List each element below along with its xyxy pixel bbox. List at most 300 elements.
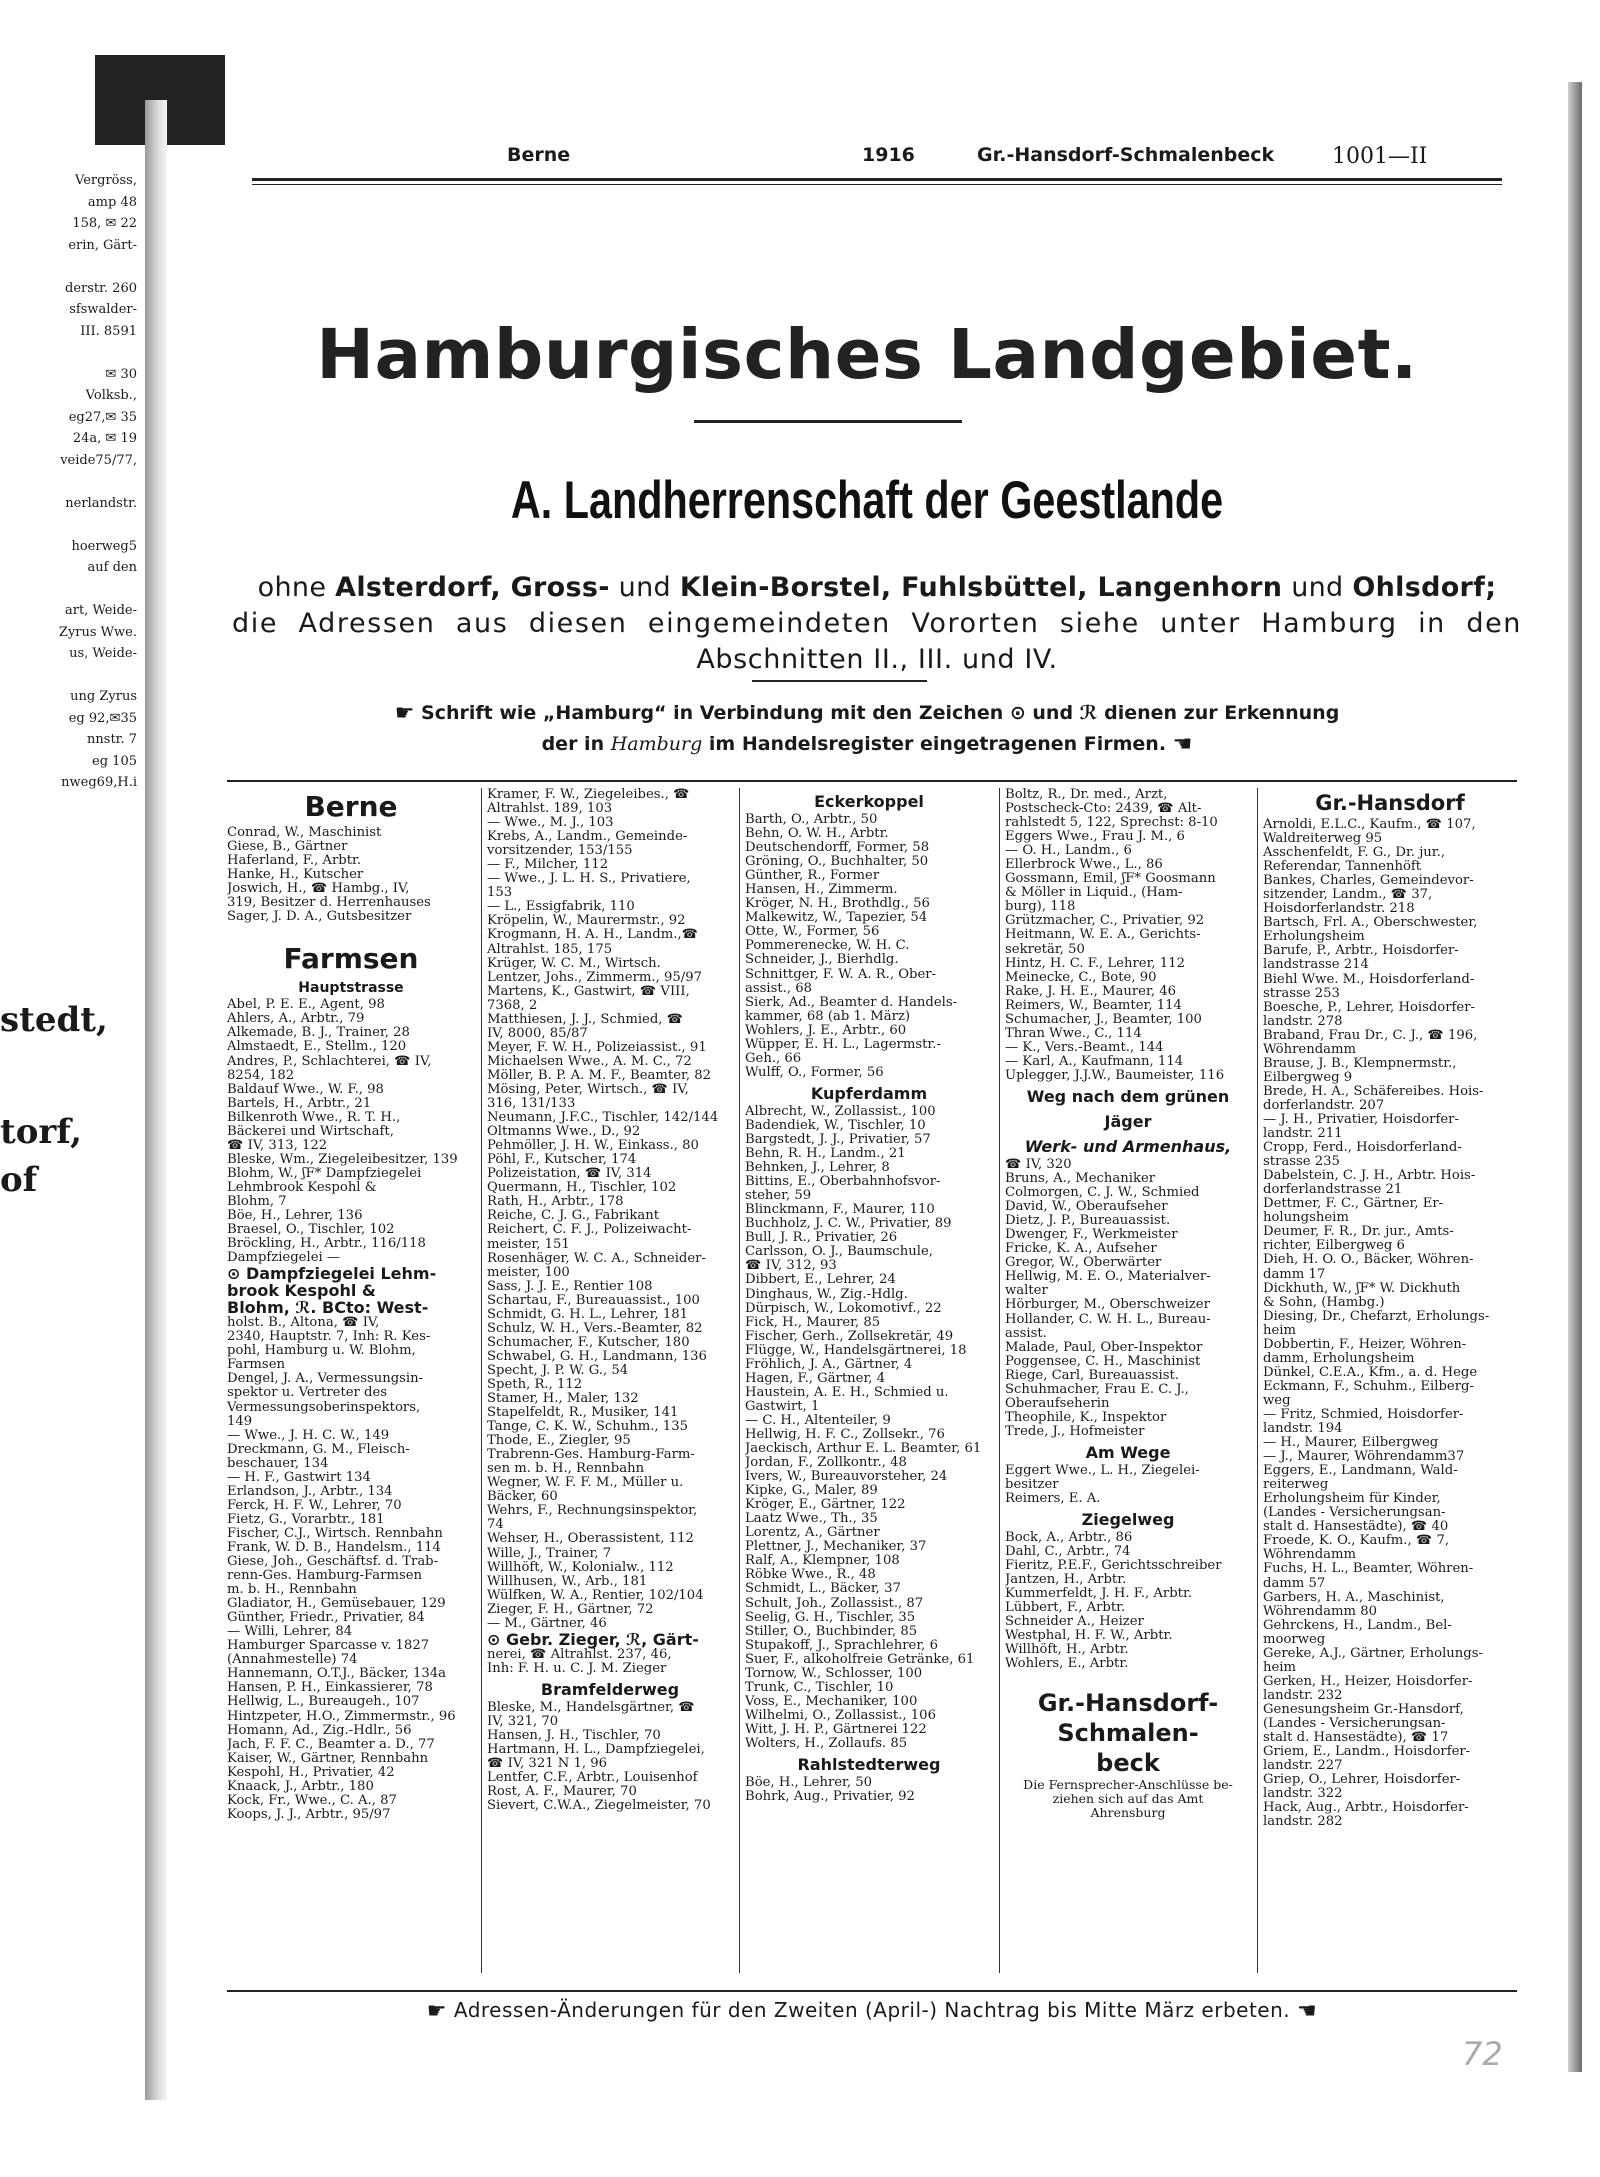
directory-entry: nerei, ☎ Altrahlst. 237, 46,: [487, 1647, 672, 1662]
directory-entry: Andres, P., Schlachterei, ☎ IV,: [227, 1054, 432, 1069]
directory-entry: Flügge, W., Handelsgärtnerei, 18: [745, 1343, 967, 1358]
directory-entry: Rake, J. H. E., Maurer, 46: [1005, 984, 1176, 999]
directory-entry: Asschenfeldt, F. G., Dr. jur.,: [1263, 846, 1446, 861]
left-fragment-line: art, Weide-: [64, 603, 137, 618]
directory-entry: Sass, J. J. E., Rentier 108: [487, 1279, 653, 1294]
directory-entry: (Landes - Versicherungsan-: [1263, 1717, 1446, 1731]
directory-entry: 149: [227, 1414, 253, 1429]
directory-entry: — Wwe., J. H. C. W., 149: [227, 1428, 390, 1443]
directory-entry: Trede, J., Hofmeister: [1005, 1424, 1145, 1439]
directory-entry: Ellerbrock Wwe., L., 86: [1005, 858, 1163, 873]
directory-entry: Fuchs, H. L., Beamter, Wöhren-: [1263, 1562, 1474, 1577]
directory-entry: Eilbergweg 9: [1263, 1070, 1353, 1085]
directory-entry: Wolters, H., Zollaufs. 85: [745, 1737, 908, 1751]
directory-entry: Fischer, Gerh., Zollsekretär, 49: [745, 1329, 954, 1344]
directory-entry: Pommerenecke, W. H. C.: [745, 939, 910, 954]
directory-entry: Trunk, C., Tischler, 10: [745, 1680, 894, 1695]
directory-entry: Reichert, C. F. J., Polizeiwacht-: [487, 1223, 692, 1238]
column-heading: Rahlstedterweg: [797, 1755, 941, 1775]
directory-entry: Boesche, P., Lehrer, Hoisdorfer-: [1263, 1000, 1476, 1015]
directory-entry: burg), 118: [1005, 900, 1076, 915]
directory-entry: Rost, A. F., Maurer, 70: [487, 1785, 637, 1800]
directory-entry: Oberaufseherin: [1005, 1396, 1110, 1411]
directory-entry: 319, Besitzer d. Herrenhauses: [227, 896, 431, 911]
directory-entry: Ahrensburg: [1090, 1805, 1166, 1820]
directory-entry: Wohlers, J. E., Arbtr., 60: [745, 1023, 907, 1038]
note-line-1: [232, 698, 1502, 729]
directory-entry: Otte, W., Former, 56: [745, 925, 880, 940]
intro-divider: [752, 680, 927, 682]
directory-entry: landstr. 194: [1263, 1422, 1343, 1437]
directory-entry: Fröhlich, J. A., Gärtner, 4: [745, 1357, 913, 1372]
spacer: [227, 924, 475, 940]
directory-entry: Ralf, A., Klempner, 108: [745, 1554, 900, 1569]
directory-entry: (Landes - Versicherungsan-: [1263, 1506, 1446, 1521]
directory-entry: richter, Eilbergweg 6: [1263, 1239, 1405, 1254]
pointing-hand-icon: ☛: [426, 1999, 448, 2024]
directory-entry: Hellwig, M. E. O., Materialver-: [1005, 1270, 1211, 1285]
directory-entry: Giese, Joh., Geschäftsf. d. Trab-: [227, 1555, 439, 1570]
column-heading: Jäger: [1104, 1111, 1152, 1131]
directory-entry: Wilhelmi, O., Zollassist., 106: [745, 1708, 936, 1723]
directory-entry: — C. H., Altenteiler, 9: [745, 1413, 891, 1428]
directory-entry: Fischer, C.J., Wirtsch. Rennbahn: [227, 1526, 443, 1541]
directory-entry: Röbke Wwe., R., 48: [745, 1568, 876, 1583]
column-heading: Kupferdamm: [810, 1083, 928, 1103]
directory-entry: Fick, H., Maurer, 85: [745, 1315, 881, 1330]
directory-entry: Froede, K. O., Kaufm., ☎ 7,: [1263, 1534, 1450, 1549]
note-line-2: [232, 729, 1502, 760]
directory-entry: Fietz, G., Vorarbtr., 181: [227, 1512, 385, 1527]
directory-entry: Giese, B., Gärtner: [227, 840, 348, 855]
directory-entry: pohl, Hamburg u. W. Blohm,: [227, 1344, 416, 1359]
column-divider: [1257, 788, 1258, 1973]
directory-entry: (Annahmestelle) 74: [227, 1653, 358, 1668]
directory-entry: — J., Maurer, Wöhrendamm37: [1263, 1450, 1465, 1465]
directory-entry: Boltz, R., Dr. med., Arzt,: [1005, 788, 1168, 802]
directory-entry: Böe, H., Lehrer, 136: [227, 1209, 363, 1224]
directory-entry: Eggert Wwe., L. H., Ziegelei-: [1005, 1463, 1200, 1478]
directory-entry: Kespohl, H., Privatier, 42: [227, 1765, 395, 1780]
note-text-1: Schrift wie „Hamburg“ in Verbindung mit den Zeichen ⊙ und ℛ dienen zur Erkennung: [421, 702, 1340, 724]
directory-entry: Colmorgen, C. J. W., Schmied: [1005, 1186, 1200, 1201]
directory-entry: Geh., 66: [745, 1051, 802, 1066]
directory-entry: besitzer: [1005, 1477, 1059, 1492]
directory-entry: Griep, O., Lehrer, Hoisdorfer-: [1263, 1773, 1461, 1788]
directory-entry: Möller, B. P. A. M. F., Beamter, 82: [487, 1068, 712, 1083]
directory-entry: Hagen, F., Gärtner, 4: [745, 1371, 886, 1386]
directory-entry: Kipke, G., Maler, 89: [745, 1484, 878, 1499]
directory-entry: Erholungsheim: [1263, 930, 1365, 945]
directory-entry: Fricke, K. A., Aufseher: [1005, 1242, 1157, 1257]
pointing-hand-left-icon: ☚: [1296, 1999, 1318, 2024]
directory-entry: Uplegger, J.J.W., Baumeister, 116: [1005, 1068, 1225, 1083]
directory-entry: Sievert, C.W.A., Ziegelmeister, 70: [487, 1799, 711, 1814]
intro-bold: Klein-Borstel, Fuhlsbüttel, Langenhorn: [679, 572, 1283, 603]
directory-entry: stalt d. Hansestädte), ☎ 40: [1263, 1520, 1449, 1535]
directory-entry: Wohlers, E., Arbtr.: [1005, 1657, 1129, 1672]
directory-entry: m. b. H., Rennbahn: [227, 1583, 357, 1598]
directory-page: [172, 80, 1567, 2080]
column-heading: Am Wege: [1085, 1442, 1171, 1462]
directory-entry: Postscheck-Cto: 2439, ☎ Alt-: [1005, 802, 1202, 817]
directory-entry: Schmidt, G. H. L., Lehrer, 181: [487, 1307, 688, 1322]
directory-entry: Wehser, H., Oberassistent, 112: [487, 1532, 694, 1547]
directory-entry: Dahl, C., Arbtr., 74: [1005, 1545, 1131, 1560]
directory-entry: Conrad, W., Maschinist: [227, 826, 382, 840]
directory-entry: Sierk, Ad., Beamter d. Handels-: [745, 995, 958, 1010]
directory-entry: Meinecke, C., Bote, 90: [1005, 970, 1157, 985]
directory-entry: Altrahlst. 189, 103: [487, 802, 613, 817]
left-fragment-line: III. 8591: [80, 323, 137, 339]
directory-entry: Jach, F. F. C., Beamter a. D., 77: [227, 1737, 435, 1752]
directory-entry: Lentzer, Johs., Zimmerm., 95/97: [487, 970, 702, 985]
directory-entry: Hellwig, H. F. C., Zollsekr., 76: [745, 1427, 945, 1442]
left-fragment-line: erin, Gärt-: [68, 237, 137, 253]
directory-entry: Gereke, A.J., Gärtner, Erholungs-: [1263, 1646, 1483, 1661]
header-year: 1916: [862, 144, 915, 166]
directory-entry: strasse 253: [1263, 986, 1340, 1001]
directory-entry: Günther, Friedr., Privatier, 84: [227, 1611, 425, 1626]
directory-entry: Waldreiterweg 95: [1263, 832, 1383, 847]
directory-entry: Sager, J. D. A., Gutsbesitzer: [227, 910, 412, 925]
directory-entry: Schumacher, F., Kutscher, 180: [487, 1335, 690, 1350]
column-heading: Hauptstrasse: [298, 980, 404, 997]
directory-entry: Barth, O., Arbtr., 50: [745, 813, 878, 827]
directory-entry: Hack, Aug., Arbtr., Hoisdorfer-: [1263, 1801, 1469, 1816]
directory-entry: Wegner, W. F. F. M., Müller u.: [487, 1476, 684, 1491]
title-divider: [694, 420, 962, 423]
directory-entry: Schumacher, J., Beamter, 100: [1005, 1012, 1202, 1027]
directory-entry: Schneider, J., Bierhdlg.: [745, 953, 899, 968]
directory-entry: Lentfer, C.F., Arbtr., Louisenhof: [487, 1771, 698, 1786]
directory-entry: Hanke, H., Kutscher: [227, 868, 364, 883]
directory-entry: Bleske, Wm., Ziegeleibesitzer, 139: [227, 1152, 458, 1167]
directory-entry: Gehrckens, H., Landm., Bel-: [1263, 1618, 1452, 1633]
directory-entry: Bittins, E., Oberbahnhofsvor-: [745, 1175, 941, 1190]
directory-entry: Erholungsheim für Kinder,: [1263, 1492, 1441, 1507]
column-heading: Gr.-Hansdorf-: [1037, 1688, 1219, 1717]
directory-entry: Schuhmacher, Frau E. C. J.,: [1005, 1382, 1189, 1397]
left-fragment-line: nnstr. 7: [87, 732, 137, 747]
directory-entry: damm 57: [1263, 1576, 1326, 1591]
directory-entry: Eggers Wwe., Frau J. M., 6: [1005, 830, 1185, 845]
directory-entry: Behnken, J., Lehrer, 8: [745, 1161, 890, 1176]
intro-line-2: die Adressen aus diesen eingemeindeten Vororten siehe unter Hamburg in den: [232, 608, 1522, 639]
left-fragment-line: [0, 665, 137, 687]
directory-entry: meister, 100: [487, 1265, 570, 1280]
directory-entry: ziehen sich auf das Amt: [1052, 1791, 1204, 1806]
directory-entry: Heitmann, W. E. A., Gerichts-: [1005, 928, 1201, 943]
directory-entry: Brause, J. B., Klempnermstr.,: [1263, 1056, 1457, 1071]
directory-entry: Krüger, W. C. M., Wirtsch.: [487, 956, 661, 971]
directory-entry: ☎ IV, 313, 122: [227, 1138, 328, 1153]
directory-entry: — O. H., Landm., 6: [1005, 844, 1132, 859]
left-fragment-line: [0, 471, 137, 493]
column-heading: Bramfelderweg: [540, 1679, 680, 1699]
directory-entry: Bilkenroth Wwe., R. T. H.,: [227, 1110, 401, 1125]
directory-entry: Bohrk, Aug., Privatier, 92: [745, 1790, 915, 1805]
directory-entry: Bleske, M., Handelsgärtner, ☎: [487, 1700, 695, 1715]
directory-entry: Zieger, F. H., Gärtner, 72: [487, 1602, 654, 1617]
directory-entry: Garbers, H. A., Maschinist,: [1263, 1590, 1445, 1605]
column-3: [745, 788, 993, 1983]
directory-entry: moorweg: [1263, 1632, 1326, 1647]
directory-entry: Laatz Wwe., Th., 35: [745, 1512, 878, 1527]
directory-entry: Wehrs, F., Rechnungsinspektor,: [487, 1504, 698, 1519]
directory-entry: Hintzpeter, H.O., Zimmermstr., 96: [227, 1709, 456, 1724]
directory-entry: 8254, 182: [227, 1068, 295, 1083]
directory-entry: Thran Wwe., C., 114: [1005, 1026, 1142, 1041]
left-page-fragment: [0, 140, 145, 2100]
directory-entry: Westphal, H. F. W., Arbtr.: [1005, 1629, 1173, 1644]
intro-word: und: [618, 572, 671, 603]
directory-entry: Wöhrendamm: [1263, 1042, 1357, 1057]
running-header: [212, 136, 1502, 192]
directory-entry: landstr. 232: [1263, 1688, 1343, 1703]
directory-entry: Bartsch, Frl. A., Oberschwester,: [1263, 916, 1478, 931]
note-text-2c: im Handelsregister eingetragenen Firmen.: [708, 733, 1167, 755]
column-heading: Gr.-Hansdorf: [1315, 791, 1465, 815]
header-rule: [252, 178, 1502, 181]
left-fragment-line: hoerweg5: [71, 538, 137, 554]
directory-entry: Bruns, A., Mechaniker: [1005, 1172, 1156, 1187]
directory-entry: Polizeistation, ☎ IV, 314: [487, 1167, 652, 1182]
directory-entry: Wüpper, E. H. L., Lagermstr.-: [745, 1037, 941, 1052]
directory-entry: Behn, R. H., Landm., 21: [745, 1147, 906, 1162]
directory-entry: Dampfziegelei —: [227, 1251, 341, 1266]
directory-entry: Malade, Paul, Ober-Inspektor: [1005, 1340, 1203, 1355]
directory-entry: assist.: [1005, 1326, 1047, 1341]
left-fragment-line: ung Zyrus: [70, 689, 137, 704]
directory-entry: Buchholz, J. C. W., Privatier, 89: [745, 1217, 952, 1232]
pointing-hand-icon: ☛: [394, 701, 415, 726]
left-fragment-line: veide75/77,: [60, 452, 137, 468]
directory-entry: beschauer, 134: [227, 1456, 329, 1471]
intro-line-3: Abschnitten II., III. und IV.: [696, 644, 1058, 675]
directory-entry: kammer, 68 (ab 1. März): [745, 1009, 911, 1024]
directory-entry: Pöhl, F., Kutscher, 174: [487, 1153, 637, 1168]
directory-entry: — Wwe., J. L. H. S., Privatiere,: [487, 872, 691, 887]
directory-entry: Griem, E., Landm., Hoisdorfer-: [1263, 1745, 1471, 1760]
directory-entry: heim: [1263, 1660, 1297, 1675]
section-title: A. Landherrenschaft der Geestlande: [510, 471, 1224, 530]
column-2: [487, 788, 733, 1983]
directory-entry: Hoisdorferlandstr. 218: [1263, 902, 1415, 917]
directory-entry: Gröning, O., Buchhalter, 50: [745, 855, 929, 870]
directory-entry: Brede, H. A., Schäfereibes. Hois-: [1263, 1084, 1484, 1099]
directory-entry: IV, 8000, 85/87: [487, 1026, 588, 1041]
directory-entry: Dwenger, F., Werkmeister: [1005, 1228, 1178, 1243]
column-heading: Eckerkoppel: [814, 792, 924, 811]
column-heading: brook Kespohl &: [227, 1281, 376, 1301]
directory-entry: Almstaedt, E., Stellm., 120: [227, 1040, 407, 1055]
directory-entry: Stiller, O., Buchbinder, 85: [745, 1624, 918, 1639]
left-fragment-line: us, Weide-: [69, 646, 137, 661]
directory-entry: Bargstedt, J. J., Privatier, 57: [745, 1132, 931, 1147]
directory-entry: Arnoldi, E.L.C., Kaufm., ☎ 107,: [1263, 818, 1476, 832]
column-heading: ⊙ Dampfziegelei Lehm-: [227, 1264, 437, 1284]
directory-entry: landstrasse 214: [1263, 958, 1369, 973]
directory-entry: Albrecht, W., Zollassist., 100: [745, 1104, 936, 1119]
directory-entry: Blinckmann, F., Maurer, 110: [745, 1203, 935, 1218]
left-fragment-big-2: torf,: [0, 1112, 83, 1152]
directory-entry: Willhöft, H., Arbtr.: [1005, 1643, 1129, 1658]
header-place: Gr.-Hansdorf-Schmalenbeck: [977, 144, 1275, 166]
directory-entry: Suer, F., alkoholfreie Getränke, 61: [745, 1652, 975, 1667]
directory-entry: Deutschendorff, Former, 58: [745, 841, 930, 856]
directory-entry: — F., Milcher, 112: [487, 858, 609, 873]
directory-entry: Trabrenn-Ges. Hamburg-Farm-: [487, 1448, 695, 1463]
directory-entry: spektor u. Vertreter des: [227, 1386, 388, 1401]
directory-entry: Referendar, Tannenhöft: [1263, 860, 1422, 875]
directory-entry: Reiche, C. J. G., Fabrikant: [487, 1209, 660, 1224]
directory-entry: Grützmacher, C., Privatier, 92: [1005, 914, 1205, 929]
directory-entry: Bock, A., Arbtr., 86: [1005, 1531, 1133, 1546]
directory-entry: Abel, P. E. E., Agent, 98: [227, 998, 385, 1013]
directory-entry: Dinghaus, W., Zig.-Hdlg.: [745, 1287, 908, 1302]
directory-entry: ☎ IV, 321 N 1, 96: [487, 1757, 608, 1772]
column-divider: [999, 788, 1000, 1973]
directory-entry: 74: [487, 1518, 504, 1533]
directory-entry: — J. H., Privatier, Hoisdorfer-: [1263, 1112, 1459, 1127]
left-fragment-line: 158, ✉ 22: [72, 216, 137, 231]
directory-entry: walter: [1005, 1284, 1048, 1299]
directory-entry: Wille, J., Trainer, 7: [487, 1546, 612, 1561]
left-fragment-line: Volksb.,: [85, 388, 137, 403]
directory-entry: Seelig, G. H., Tischler, 35: [745, 1610, 916, 1625]
directory-entry: Gastwirt, 1: [745, 1399, 820, 1414]
directory-entry: Bröckling, H., Arbtr., 116/118: [227, 1237, 426, 1252]
directory-entry: Altrahlst. 185, 175: [487, 942, 613, 957]
column-heading: Berne: [304, 790, 398, 823]
directory-entry: Thode, E., Ziegler, 95: [487, 1434, 631, 1449]
directory-entry: & Möller in Liquid., (Ham-: [1005, 886, 1183, 901]
directory-entry: heim: [1263, 1323, 1297, 1338]
directory-entry: Wulff, O., Former, 56: [745, 1065, 884, 1080]
directory-entry: — Willi, Lehrer, 84: [227, 1625, 353, 1640]
directory-entry: Gladiator, H., Gemüsebauer, 129: [227, 1597, 446, 1612]
column-heading: Farmsen: [283, 942, 419, 976]
directory-entry: Willhusen, W., Arb., 181: [487, 1574, 648, 1589]
directory-entry: Schmidt, L., Bäcker, 37: [745, 1582, 901, 1597]
column-4: [1005, 788, 1251, 1983]
column-heading: Schmalen-: [1057, 1718, 1199, 1747]
directory-entry: Haustein, A. E. H., Schmied u.: [745, 1385, 949, 1400]
directory-entry: Malkewitz, W., Tapezier, 54: [745, 911, 928, 926]
directory-entry: IV, 321, 70: [487, 1714, 559, 1729]
left-fragment-line: eg 105: [92, 753, 137, 769]
directory-entry: — Wwe., M. J., 103: [487, 816, 614, 831]
directory-entry: Baldauf Wwe., W. F., 98: [227, 1082, 384, 1097]
directory-entry: — L., Essigfabrik, 110: [487, 900, 635, 915]
directory-entry: Dürpisch, W., Lokomotivf., 22: [745, 1301, 942, 1316]
footer-text: Adressen-Änderungen für den Zweiten (April-) Nachtrag bis Mitte März erbeten.: [453, 1998, 1291, 2022]
directory-entry: Badendiek, W., Tischler, 10: [745, 1118, 926, 1133]
column-heading: ⊙ Gebr. Zieger, ℛ, Gärt-: [487, 1629, 699, 1649]
directory-entry: Knaack, J., Arbtr., 180: [227, 1779, 374, 1794]
directory-entry: Böe, H., Lehrer, 50: [745, 1776, 873, 1791]
directory-entry: Willhöft, W., Kolonialw., 112: [487, 1560, 674, 1575]
column-heading: Ziegelweg: [1081, 1510, 1175, 1530]
intro-bold: Alsterdorf, Gross-: [335, 572, 610, 603]
column-5: [1263, 788, 1517, 1983]
directory-entry: 7368, 2: [487, 998, 538, 1013]
directory-entry: Matthiesen, J. J., Schmied, ☎: [487, 1012, 684, 1027]
directory-entry: vorsitzender, 153/155: [487, 844, 633, 859]
directory-entry: Gerken, H., Heizer, Hoisdorfer-: [1263, 1674, 1473, 1689]
directory-entry: Inh: F. H. u. C. J. M. Zieger: [487, 1661, 667, 1676]
directory-entry: damm, Erholungsheim: [1263, 1351, 1415, 1366]
directory-entry: Krebs, A., Landm., Gemeinde-: [487, 830, 688, 845]
header-page-number: 1001—II: [1332, 144, 1428, 169]
left-fragment-line: derstr. 260: [65, 280, 137, 296]
directory-entry: Kröger, E., Gärtner, 122: [745, 1498, 906, 1513]
directory-entry: Quermann, H., Tischler, 102: [487, 1181, 677, 1196]
directory-entry: Speth, R., 112: [487, 1377, 583, 1392]
directory-entry: steher, 59: [745, 1189, 812, 1204]
directory-entry: Ferck, H. F. W., Lehrer, 70: [227, 1498, 402, 1513]
directory-entry: ☎ IV, 320: [1005, 1157, 1072, 1172]
directory-entry: Fieritz, P.E.F., Gerichtsschreiber: [1005, 1559, 1222, 1574]
directory-entry: Joswich, H., ☎ Hambg., IV,: [227, 882, 410, 897]
directory-entry: Rosenhäger, W. C. A., Schneider-: [487, 1251, 706, 1266]
directory-entry: reiterweg: [1263, 1478, 1329, 1493]
directory-entry: Schnittger, F. W. A. R., Ober-: [745, 967, 937, 982]
left-fragment-line: [0, 514, 137, 536]
directory-entry: Reimers, W., Beamter, 114: [1005, 998, 1182, 1013]
pointing-hand-left-icon: ☚: [1172, 732, 1193, 757]
directory-entry: holst. B., Altona, ☎ IV,: [227, 1316, 380, 1331]
directory-entry: Wöhrendamm: [1263, 1548, 1357, 1563]
directory-entry: assist., 68: [745, 981, 813, 996]
left-fragment-line: sfswalder-: [69, 302, 137, 317]
directory-entry: Martens, K., Gastwirt, ☎ VIII,: [487, 984, 690, 999]
directory-entry: Stupakoff, J., Sprachlehrer, 6: [745, 1638, 938, 1653]
left-fragment-line: [0, 342, 137, 364]
left-fragment-line: amp 48: [87, 194, 137, 210]
directory-entry: Günther, R., Former: [745, 869, 880, 884]
directory-entry: 153: [487, 886, 513, 901]
column-heading: Weg nach dem grünen: [1026, 1086, 1230, 1106]
directory-entry: 316, 131/133: [487, 1097, 576, 1112]
directory-entry: Hollander, C. W. H. L., Bureau-: [1005, 1312, 1211, 1327]
directory-entry: Pehmöller, J. H. W., Einkass., 80: [487, 1139, 699, 1154]
left-fragment-line: Vergröss,: [75, 173, 137, 188]
directory-entry: strasse 235: [1263, 1155, 1340, 1170]
directory-entry: Oltmanns Wwe., D., 92: [487, 1125, 641, 1140]
directory-entry: Bäckerei und Wirtschaft,: [227, 1124, 394, 1139]
directory-entry: Hamburger Sparcasse v. 1827: [227, 1639, 430, 1654]
directory-entry: Blohm, 7: [227, 1194, 287, 1209]
directory-entry: Mösing, Peter, Wirtsch., ☎ IV,: [487, 1082, 689, 1097]
directory-entry: holungsheim: [1263, 1211, 1349, 1226]
directory-entry: Gossmann, Emil, ʃF* Goosmann: [1005, 872, 1216, 887]
directory-entry: Eggers, E., Landmann, Wald-: [1263, 1464, 1458, 1479]
directory-entry: Ahlers, A., Arbtr., 79: [227, 1012, 365, 1027]
directory-entry: Braband, Frau Dr., C. J., ☎ 196,: [1263, 1028, 1478, 1043]
left-fragment-line: eg 92,✉35: [68, 710, 137, 726]
directory-entry: damm 17: [1263, 1267, 1326, 1282]
directory-entry: Dobbertin, F., Heizer, Wöhren-: [1263, 1337, 1467, 1352]
left-fragment-line: nerlandstr.: [65, 495, 137, 511]
directory-entry: Reimers, E. A.: [1005, 1492, 1101, 1507]
directory-entry: weg: [1263, 1393, 1291, 1408]
directory-entry: Jaeckisch, Arthur E. L. Beamter, 61: [745, 1442, 982, 1457]
intro-bold: Ohlsdorf;: [1352, 572, 1497, 603]
directory-entry: Dettmer, F. C., Gärtner, Er-: [1263, 1197, 1444, 1212]
column-heading: beck: [1096, 1748, 1160, 1777]
